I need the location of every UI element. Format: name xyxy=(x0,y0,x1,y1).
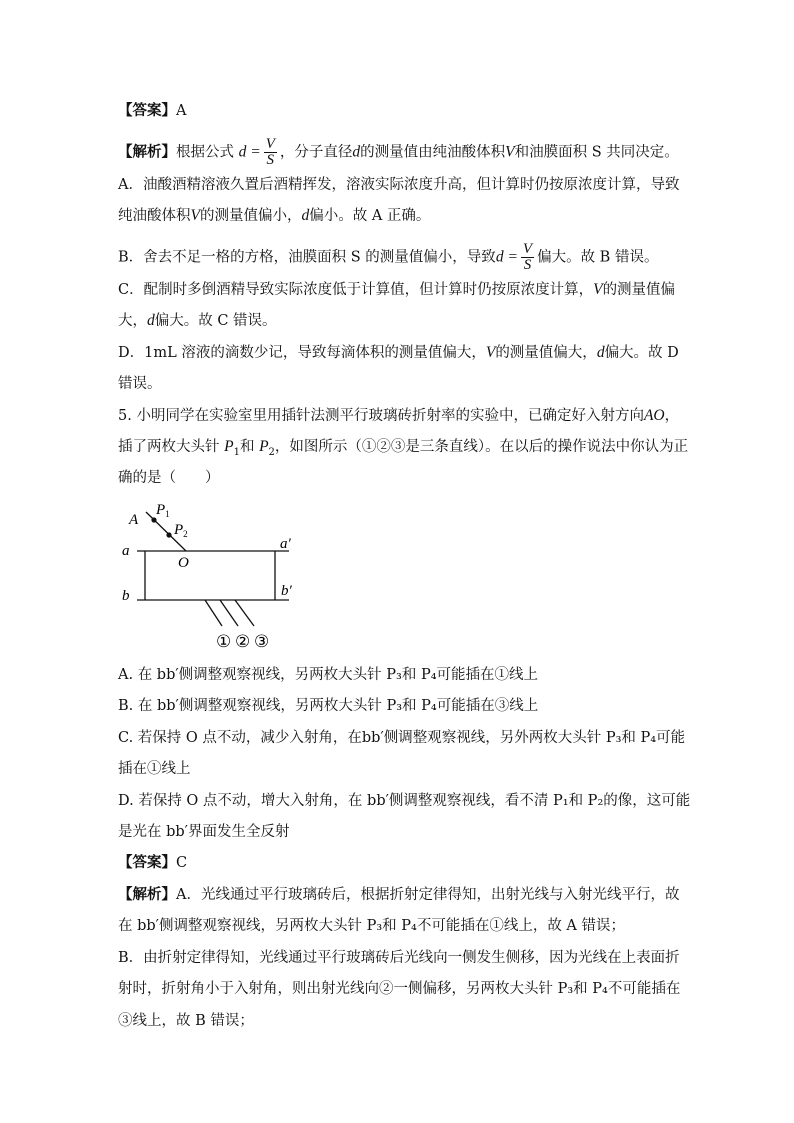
analysis-2-line2: 在 bb′侧调整观察视线，另两枚大头针 P₃和 P₄不可能插在①线上，故 A 错误； xyxy=(118,918,626,934)
analysis-2-line1 xyxy=(118,885,679,905)
var-AO: AO xyxy=(643,407,665,424)
analysis-A-line1: A．油酸酒精溶液久置后酒精挥发，溶液实际浓度升高，但计算时仍按原浓度计算，导致 xyxy=(118,177,680,193)
analysis-intro xyxy=(118,137,679,168)
analysis-text: D．1mL 溶液的滴数少记，导致每滴体积的测量值偏大， xyxy=(118,345,486,361)
fraction-denominator: S xyxy=(266,152,275,168)
option-d-line2: 是光在 bb′界面发生全反射 xyxy=(118,824,290,840)
analysis-text: 偏小。故 A 正确。 xyxy=(309,208,431,224)
var-d: d xyxy=(147,312,155,329)
fraction-numerator: V xyxy=(522,241,533,257)
answer-value: A xyxy=(176,103,187,119)
question-text: ， xyxy=(664,408,680,424)
answer-line xyxy=(118,101,186,121)
var-P2: P xyxy=(259,438,269,455)
analysis-text: 的测量值偏大， xyxy=(495,345,597,361)
analysis-text: 和油膜面积 S 共同决定。 xyxy=(514,144,679,161)
subscript: 2 xyxy=(268,446,275,458)
question-text: 5. 小明同学在实验室里用插针法测平行玻璃砖折射率的实验中，已确定好入射方向 xyxy=(118,408,644,424)
label-line-3: ③ xyxy=(254,632,270,652)
answer-tag: 【答案】 xyxy=(118,102,176,119)
question-5-line2 xyxy=(118,437,688,463)
fraction-denominator: S xyxy=(523,257,532,273)
var-V: V xyxy=(485,344,496,361)
analysis-A-line2 xyxy=(118,206,430,226)
var-d: d xyxy=(301,207,310,224)
analysis-2-line3: B．由折射定律得知，光线通过平行玻璃砖后光线向一侧发生侧移，因为光线在上表面折 xyxy=(118,950,680,966)
analysis-C-line1 xyxy=(118,280,675,300)
analysis-text: 偏大。故 B 错误。 xyxy=(537,249,659,266)
answer-tag: 【答案】 xyxy=(118,854,176,871)
analysis-text: 纯油酸体积 xyxy=(118,208,191,224)
label-line-1: ① xyxy=(216,632,232,652)
analysis-text: 的测量值偏 xyxy=(602,282,676,298)
fraction-numerator: V xyxy=(265,136,275,152)
exit-line-2 xyxy=(220,600,238,626)
var-d: d xyxy=(596,344,605,361)
label-line-2: ② xyxy=(235,632,251,652)
pin-p1-dot xyxy=(151,517,156,522)
answer-line-2 xyxy=(118,853,187,873)
analysis-text: C．配制时多倒酒精导致实际浓度低于计算值，但计算时仍按原浓度计算， xyxy=(118,282,594,298)
var-V: V xyxy=(505,143,515,161)
label-P2: $P_2$ xyxy=(174,522,188,539)
question-5-line1 xyxy=(118,406,679,426)
question-text: ，如图所示（①②③是三条直线）。在以后的操作说法中你认为正 xyxy=(274,439,689,455)
question-text: 插了两枚大头针 xyxy=(118,439,225,455)
refraction-diagram xyxy=(118,500,318,655)
analysis-text: 的测量值由纯油酸体积 xyxy=(360,144,506,161)
analysis-B-line xyxy=(118,242,658,273)
label-O: O xyxy=(178,555,189,571)
analysis-D-line2: 错误。 xyxy=(118,376,162,392)
analysis-text: A．光线通过平行玻璃砖后，根据折射定律得知，出射光线与入射光线平行，故 xyxy=(176,887,680,903)
analysis-D-line1 xyxy=(118,343,679,363)
analysis-text: 偏大。故 C 错误。 xyxy=(154,313,277,329)
formula-fraction xyxy=(521,242,534,273)
analysis-tag: 【解析】 xyxy=(118,886,176,903)
var-V: V xyxy=(593,281,603,298)
label-b: b xyxy=(122,588,130,604)
var-d: d xyxy=(352,143,361,161)
analysis-text: 大， xyxy=(118,313,147,329)
question-5-line3: 确的是（ ） xyxy=(118,470,220,486)
exit-line-3 xyxy=(235,600,254,626)
pin-p2-dot xyxy=(166,532,171,537)
analysis-tag: 【解析】 xyxy=(118,143,176,161)
analysis-text: B．舍去不足一格的方格，油膜面积 S 的测量值偏小，导致 xyxy=(118,249,496,266)
label-a: a xyxy=(122,543,130,559)
analysis-text: 偏大。故 D xyxy=(604,345,679,361)
option-a: A. 在 bb′侧调整观察视线，另两枚大头针 P₃和 P₄可能插在①线上 xyxy=(118,667,539,683)
label-A: A xyxy=(129,512,139,528)
analysis-C-line2 xyxy=(118,311,277,331)
analysis-text: 根据公式 xyxy=(176,144,239,161)
label-a-prime: a′ xyxy=(280,536,291,552)
analysis-2-line4: 射时，折射角小于入射角，则出射光线向②一侧偏移，另两枚大头针 P₃和 P₄不可能插在 xyxy=(118,981,681,997)
var-V: V xyxy=(190,207,200,224)
var-P1: P xyxy=(224,438,234,455)
option-b: B. 在 bb′侧调整观察视线，另两枚大头针 P₃和 P₄可能插在③线上 xyxy=(118,698,539,714)
analysis-text: 的测量值偏小， xyxy=(199,208,302,224)
formula-lhs: d = xyxy=(238,143,261,161)
answer-value: C xyxy=(176,855,188,871)
subscript: 1 xyxy=(233,446,240,458)
formula-lhs: d = xyxy=(495,248,518,266)
exit-line-1 xyxy=(205,600,222,626)
label-P1: $P_1$ xyxy=(156,502,170,519)
formula-fraction xyxy=(264,137,277,168)
question-text: 和 xyxy=(239,439,260,455)
analysis-text: ，分子直径 xyxy=(279,144,353,161)
option-d-line1: D. 若保持 O 点不动，增大入射角，在 bb′侧调整观察视线，看不清 P₁和 P₂的像，这可能 xyxy=(118,793,691,809)
option-c-line2: 插在①线上 xyxy=(118,761,191,777)
label-b-prime: b′ xyxy=(281,583,292,599)
analysis-2-line5: ③线上，故 B 错误； xyxy=(118,1013,254,1029)
option-c-line1: C. 若保持 O 点不动，减少入射角，在bb′侧调整观察视线，另外两枚大头针 P₃和 P₄可能 xyxy=(118,730,686,746)
